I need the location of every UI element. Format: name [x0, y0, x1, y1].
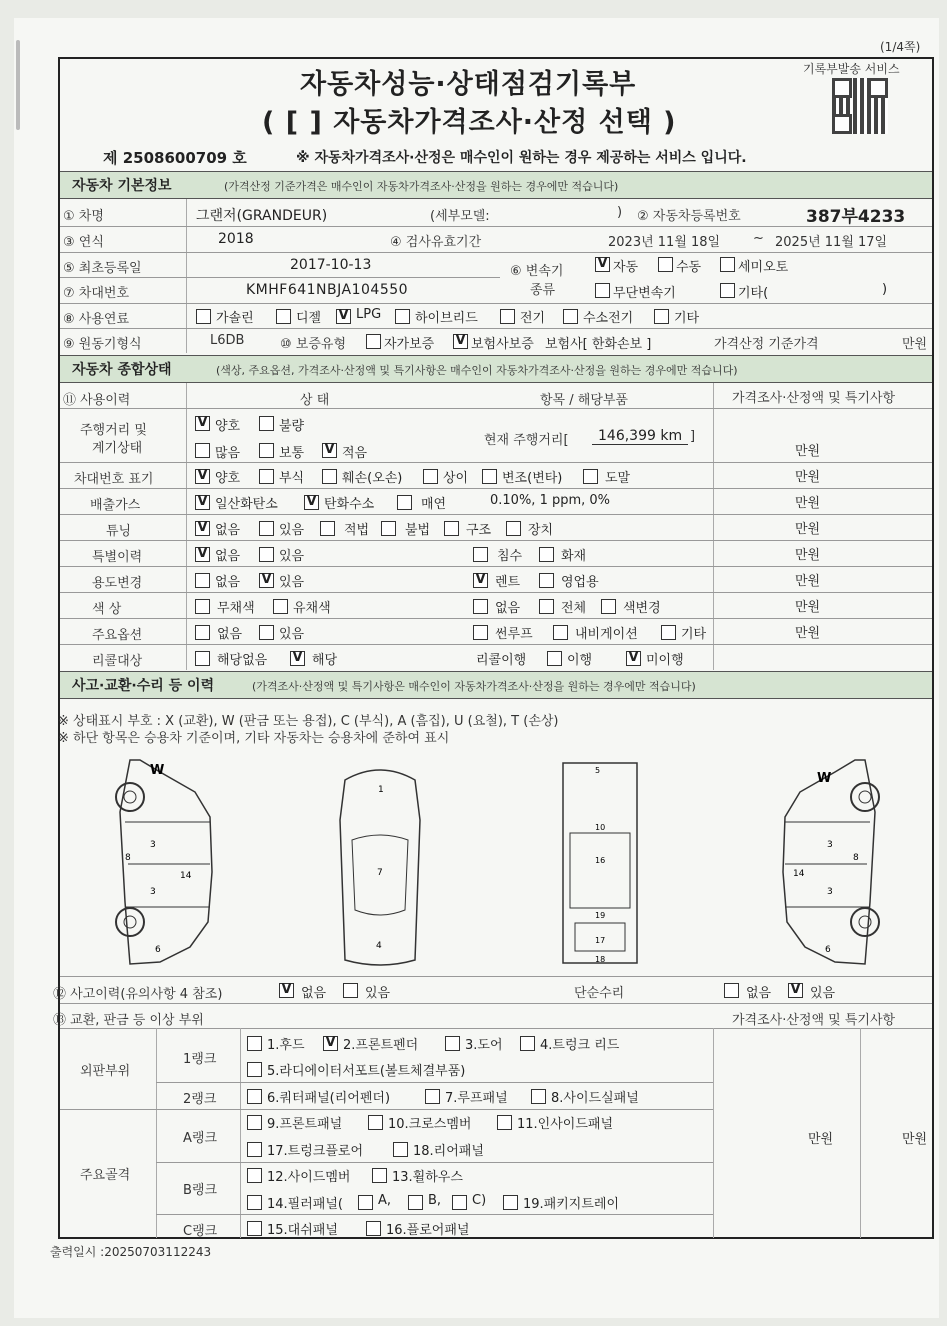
- option-manual: 수동: [676, 260, 702, 275]
- value-vin: KMHF641NBJA104550: [246, 282, 409, 298]
- inspection-sep: ~: [753, 231, 764, 246]
- warranty-insurer-company: 보험사[ 한화손보 ]: [545, 337, 652, 352]
- label-tuning: 튜닝: [106, 524, 132, 539]
- option-recall-applicable: 해당: [312, 653, 338, 668]
- svg-text:1: 1: [378, 785, 384, 795]
- value-inspection-from: 2023년 11월 18일: [608, 235, 721, 250]
- label-simple-repair: 단순수리: [574, 986, 625, 1001]
- checkbox-trunk-lid[interactable]: [520, 1036, 535, 1051]
- fuel-electric: 전기: [520, 311, 546, 326]
- option-hc: 탄화수소: [324, 497, 375, 512]
- checkbox-vin-corrosion[interactable]: [259, 469, 274, 484]
- label-rank-2: 2랭크: [183, 1092, 217, 1107]
- value-year: 2018: [218, 231, 254, 247]
- checkbox-color-none[interactable]: [473, 599, 488, 614]
- header-status: 상 태: [300, 393, 330, 408]
- checkbox-pillar-b[interactable]: [408, 1195, 423, 1210]
- label-price-header: 가격조사·산정액 및 특기사항: [732, 1013, 896, 1028]
- part-front-panel: 9.프론트패널: [267, 1117, 343, 1132]
- qr-code-icon[interactable]: [832, 78, 888, 134]
- fuel-etc: 기타: [674, 311, 700, 326]
- checkbox-rent[interactable]: V: [473, 573, 488, 588]
- label-rank-c: C랭크: [183, 1224, 218, 1239]
- svg-text:8: 8: [125, 853, 131, 863]
- checkbox-special-none[interactable]: V: [195, 547, 210, 562]
- checkbox-inside-panel[interactable]: [497, 1115, 512, 1130]
- part-side-sill: 8.사이드실패널: [551, 1091, 639, 1106]
- option-accident-yes: 있음: [365, 986, 391, 1001]
- label-fuel: ⑧ 사용연료: [63, 312, 130, 327]
- option-trans-etc: 기타(: [738, 286, 769, 301]
- checkbox-cvt[interactable]: [595, 283, 610, 298]
- label-color: 색 상: [92, 602, 122, 617]
- option-accident-none: 없음: [301, 986, 327, 1001]
- value-current-mileage: 146,399 km: [592, 428, 688, 445]
- page-number: (1/4쪽): [880, 40, 921, 54]
- svg-text:17: 17: [595, 936, 606, 945]
- option-tuning-illegal: 불법: [405, 523, 431, 538]
- label-part-header: ⑬ 교환, 판금 등 이상 부위: [53, 1013, 204, 1028]
- form-title: 자동차성능·상태점검기록부: [300, 69, 637, 100]
- car-underbody-diagram: [555, 758, 645, 968]
- checkbox-navigation[interactable]: [553, 625, 568, 640]
- checkbox-tuning-device[interactable]: [506, 521, 521, 536]
- label-engine: ⑨ 원동기형식: [63, 337, 142, 352]
- fuel-diesel: 디젤: [296, 311, 322, 326]
- label-mileage-1: 주행거리 및: [80, 423, 147, 438]
- checkbox-flood[interactable]: [473, 547, 488, 562]
- checkbox-insurer-warranty[interactable]: V: [453, 334, 468, 349]
- checkbox-package-tray[interactable]: [503, 1195, 518, 1210]
- svg-text:3: 3: [827, 887, 833, 897]
- checkbox-gasoline[interactable]: [196, 309, 211, 324]
- option-options-yes: 있음: [279, 627, 305, 642]
- checkbox-recall-applicable[interactable]: V: [290, 651, 305, 666]
- checkbox-radiator-support[interactable]: [247, 1062, 262, 1077]
- option-recall-done: 이행: [567, 653, 593, 668]
- mark-w-left: W: [150, 763, 165, 778]
- checkbox-chromatic[interactable]: [273, 599, 288, 614]
- label-transmission: ⑥ 변속기: [510, 264, 564, 279]
- part-pillar-a: A,: [378, 1193, 392, 1208]
- option-tuning-device: 장치: [528, 523, 554, 538]
- part-inside-panel: 11.인사이드패널: [517, 1117, 614, 1132]
- svg-text:3: 3: [150, 840, 156, 850]
- part-front-fender: 2.프론트펜더: [343, 1038, 419, 1053]
- checkbox-smoke[interactable]: [397, 495, 412, 510]
- label-usage-history: ⑪ 사용이력: [63, 393, 131, 408]
- value-emission: 0.10%, 1 ppm, 0%: [490, 493, 611, 508]
- option-repair-none: 없음: [746, 986, 772, 1001]
- section-basic-note: (가격산정 기준가격은 매수인이 자동차가격조사·산정을 원하는 경우에만 적습니다): [224, 180, 619, 193]
- label-outer-panel: 외판부위: [80, 1064, 131, 1079]
- checkbox-color-full[interactable]: [539, 599, 554, 614]
- option-tuning-legal: 적법: [344, 523, 370, 538]
- svg-text:3: 3: [150, 887, 156, 897]
- option-mileage-normal: 보통: [279, 446, 305, 461]
- option-options-etc: 기타: [681, 627, 707, 642]
- part-side-member: 12.사이드멤버: [267, 1170, 351, 1185]
- checkbox-quarter-panel[interactable]: [247, 1089, 262, 1104]
- section-basic-title: 자동차 기본정보: [72, 178, 172, 194]
- checkbox-manual[interactable]: [658, 257, 673, 272]
- checkbox-tuning-yes[interactable]: [259, 521, 274, 536]
- part-roof-panel: 7.루프패널: [445, 1091, 508, 1106]
- checkbox-options-yes[interactable]: [259, 625, 274, 640]
- option-rent: 렌트: [495, 575, 521, 590]
- checkbox-meter-good[interactable]: V: [195, 416, 210, 431]
- checkbox-vin-good[interactable]: V: [195, 469, 210, 484]
- checkbox-dash-panel[interactable]: [247, 1221, 262, 1236]
- part-package-tray: 19.패키지트레이: [523, 1197, 620, 1212]
- label-warranty: ⑩ 보증유형: [280, 337, 347, 352]
- checkbox-vin-diff[interactable]: [423, 469, 438, 484]
- value-engine: L6DB: [210, 333, 245, 348]
- option-use-yes: 있음: [279, 575, 305, 590]
- label-use-change: 용도변경: [92, 576, 143, 591]
- svg-text:4: 4: [376, 941, 382, 951]
- fuel-gasoline: 가솔린: [216, 311, 254, 326]
- section-accident: [60, 671, 932, 699]
- doc-note: ※ 자동차가격조사·산정은 매수인이 원하는 경우 제공하는 서비스 입니다.: [296, 150, 747, 166]
- option-meter-bad: 불량: [279, 419, 305, 434]
- section-status: [60, 355, 932, 383]
- fuel-hybrid: 하이브리드: [415, 311, 478, 326]
- svg-text:7: 7: [377, 868, 383, 878]
- option-vin-altered: 변조(변타): [502, 471, 563, 486]
- checkbox-co[interactable]: V: [195, 495, 210, 510]
- label-vin: ⑦ 차대번호: [63, 286, 130, 301]
- svg-text:18: 18: [595, 955, 606, 964]
- checkbox-meter-bad[interactable]: [259, 416, 274, 431]
- price-emission: 만원: [795, 496, 821, 511]
- base-price-unit: 만원: [902, 337, 928, 352]
- checkbox-color-change[interactable]: [601, 599, 616, 614]
- binder-hole: [16, 40, 20, 130]
- checkbox-recall-done[interactable]: [547, 651, 562, 666]
- part-cross-member: 10.크로스멤버: [388, 1117, 472, 1132]
- option-color-change: 색변경: [623, 601, 661, 616]
- fuel-hydrogen: 수소전기: [583, 311, 634, 326]
- label-main-frame: 주요골격: [80, 1168, 131, 1183]
- checkbox-roof-panel[interactable]: [425, 1089, 440, 1104]
- checkbox-semi-auto[interactable]: [720, 257, 735, 272]
- warranty-insurer: 보험사보증: [471, 337, 534, 352]
- part-hood: 1.후드: [267, 1038, 305, 1053]
- checkbox-hybrid[interactable]: [395, 309, 410, 324]
- option-auto: 자동: [613, 260, 639, 275]
- checkbox-lpg[interactable]: V: [336, 309, 351, 324]
- svg-text:14: 14: [180, 871, 192, 881]
- checkbox-fuel-etc[interactable]: [654, 309, 669, 324]
- checkbox-pillar-panel[interactable]: [247, 1195, 262, 1210]
- svg-text:14: 14: [793, 869, 805, 879]
- label-current-mileage: 현재 주행거리[: [484, 433, 569, 448]
- option-chromatic: 유채색: [293, 601, 331, 616]
- checkbox-hc[interactable]: V: [304, 495, 319, 510]
- legend-symbols: ※ 상태표시 부호 : X (교환), W (판금 또는 용접), C (부식), A (흠집), U (요철), T (손상): [58, 714, 559, 729]
- checkbox-pillar-a[interactable]: [358, 1195, 373, 1210]
- option-smoke: 매연: [421, 497, 447, 512]
- checkbox-pillar-c[interactable]: [452, 1195, 467, 1210]
- checkbox-recall-not-done[interactable]: V: [626, 651, 641, 666]
- section-status-title: 자동차 종합상태: [72, 362, 172, 378]
- part-trunk-lid: 4.트렁크 리드: [540, 1038, 620, 1053]
- option-mileage-many: 많음: [215, 446, 241, 461]
- checkbox-mileage-many[interactable]: [195, 443, 210, 458]
- part-quarter-panel: 6.쿼터패널(리어펜더): [267, 1091, 391, 1106]
- doc-number: 제 2508600709 호: [103, 149, 247, 167]
- checkbox-tuning-structure[interactable]: [444, 521, 459, 536]
- legend-note: ※ 하단 항목은 승용차 기준이며, 기타 자동차는 승용차에 준하여 표시: [58, 731, 450, 746]
- checkbox-mileage-few[interactable]: V: [322, 443, 337, 458]
- label-special-history: 특별이력: [92, 550, 143, 565]
- svg-text:6: 6: [825, 945, 831, 955]
- option-special-yes: 있음: [279, 549, 305, 564]
- option-mileage-few: 적음: [342, 446, 368, 461]
- checkbox-options-etc[interactable]: [661, 625, 676, 640]
- checkbox-special-yes[interactable]: [259, 547, 274, 562]
- checkbox-use-none[interactable]: [195, 573, 210, 588]
- price-tuning: 만원: [795, 522, 821, 537]
- section-basic-info: [60, 171, 932, 199]
- label-transmission-type: 종류: [530, 283, 556, 298]
- checkbox-front-fender[interactable]: V: [323, 1036, 338, 1051]
- checkbox-door[interactable]: [445, 1036, 460, 1051]
- label-recall: 리콜대상: [92, 654, 143, 669]
- checkbox-side-member[interactable]: [247, 1168, 262, 1183]
- part-trunk-floor: 17.트렁크플로어: [267, 1144, 364, 1159]
- part-dash-panel: 15.대쉬패널: [267, 1223, 338, 1238]
- header-price-notes: 가격조사·산정액 및 특기사항: [732, 391, 896, 406]
- checkbox-repair-yes[interactable]: V: [788, 983, 803, 998]
- warranty-self: 자가보증: [384, 337, 435, 352]
- option-recall-not-done: 미이행: [646, 653, 684, 668]
- checkbox-tuning-none[interactable]: V: [195, 521, 210, 536]
- option-tuning-structure: 구조: [466, 523, 492, 538]
- option-special-none: 없음: [215, 549, 241, 564]
- option-color-full: 전체: [561, 601, 587, 616]
- price-color: 만원: [795, 600, 821, 615]
- svg-text:8: 8: [853, 853, 859, 863]
- label-inspection: ④ 검사유효기간: [390, 235, 482, 250]
- checkbox-repair-none[interactable]: [724, 983, 739, 998]
- form-subtitle: ( [ ] 자동차가격조사·산정 선택 ): [262, 107, 677, 138]
- label-mileage-2: 계기상태: [92, 441, 143, 456]
- option-semi-auto: 세미오토: [738, 260, 789, 275]
- option-use-none: 없음: [215, 575, 241, 590]
- option-co: 일산화탄소: [215, 497, 278, 512]
- svg-text:10: 10: [595, 823, 606, 832]
- checkbox-tuning-legal[interactable]: [320, 521, 335, 536]
- checkbox-diesel[interactable]: [276, 309, 291, 324]
- car-top-front-diagram: [330, 760, 430, 970]
- svg-text:3: 3: [827, 840, 833, 850]
- section-status-note: (색상, 주요옵션, 가격조사·산정액 및 특기사항은 매수인이 자동차가격조사·산정을 원하는 경우에만 적습니다): [216, 364, 738, 377]
- checkbox-vin-smeared[interactable]: [583, 469, 598, 484]
- option-vin-diff: 상이: [443, 471, 469, 486]
- option-sunroof: 썬루프: [495, 627, 533, 642]
- label-car-name: ① 차명: [63, 209, 104, 224]
- part-door: 3.도어: [465, 1038, 503, 1053]
- checkbox-cross-member[interactable]: [368, 1115, 383, 1130]
- checkbox-commercial[interactable]: [539, 573, 554, 588]
- part-rear-panel: 18.리어패널: [413, 1144, 484, 1159]
- option-repair-yes: 있음: [810, 986, 836, 1001]
- checkbox-auto[interactable]: V: [595, 257, 610, 272]
- fuel-lpg: LPG: [356, 307, 382, 322]
- checkbox-vin-damage[interactable]: [322, 469, 337, 484]
- label-first-reg: ⑤ 최초등록일: [63, 261, 142, 276]
- section-accident-note: (가격조사·산정액 및 특기사항은 매수인이 자동차가격조사·산정을 원하는 경우에만 적습니다): [252, 680, 696, 693]
- label-base-price: 가격산정 기준가격: [714, 337, 819, 352]
- label-year: ③ 연식: [63, 235, 104, 250]
- option-vin-corrosion: 부식: [279, 471, 305, 486]
- price-use-change: 만원: [795, 574, 821, 589]
- part-pillar-b: B,: [428, 1193, 442, 1208]
- checkbox-options-none[interactable]: [195, 625, 210, 640]
- option-vin-good: 양호: [215, 471, 241, 486]
- option-cvt: 무단변속기: [613, 286, 676, 301]
- option-commercial: 영업용: [561, 575, 599, 590]
- part-floor-panel: 16.플로어패널: [386, 1223, 470, 1238]
- part-pillar-c: C): [472, 1193, 487, 1208]
- label-main-options: 주요옵션: [92, 628, 143, 643]
- option-tuning-none: 없음: [215, 523, 241, 538]
- checkbox-tuning-illegal[interactable]: [381, 521, 396, 536]
- option-achromatic: 무채색: [217, 601, 255, 616]
- label-recall-done: 리콜이행: [476, 653, 527, 668]
- part-pillar-panel: 14.필러패널(: [267, 1197, 343, 1212]
- checkbox-fire[interactable]: [539, 547, 554, 562]
- option-options-none: 없음: [217, 627, 243, 642]
- checkbox-mileage-normal[interactable]: [259, 443, 274, 458]
- option-recall-na: 해당없음: [217, 653, 268, 668]
- section-accident-title: 사고·교환·수리 등 이력: [72, 678, 215, 694]
- checkbox-accident-yes[interactable]: [343, 983, 358, 998]
- svg-text:6: 6: [155, 945, 161, 955]
- part-radiator-support: 5.라디에이터서포트(볼트체결부품): [267, 1064, 466, 1079]
- option-fire: 화재: [561, 549, 587, 564]
- mark-w-right: W: [817, 771, 832, 786]
- trans-etc-close: ): [882, 282, 888, 297]
- checkbox-vin-altered[interactable]: [482, 469, 497, 484]
- checkbox-use-yes[interactable]: V: [259, 573, 274, 588]
- option-tuning-yes: 있음: [279, 523, 305, 538]
- checkbox-self-warranty[interactable]: [366, 334, 381, 349]
- service-label: 기록부발송 서비스: [803, 62, 900, 76]
- part-wheel-house: 13.휠하우스: [392, 1170, 463, 1185]
- price-frame-2: 만원: [902, 1132, 928, 1147]
- option-color-none: 없음: [495, 601, 521, 616]
- label-rank-a: A랭크: [183, 1131, 218, 1146]
- checkbox-trans-etc[interactable]: [720, 283, 735, 298]
- car-right-side-diagram: [765, 752, 895, 967]
- svg-text:16: 16: [595, 856, 606, 865]
- value-inspection-to: 2025년 11월 17일: [775, 235, 888, 250]
- price-mileage: 만원: [795, 444, 821, 459]
- checkbox-rear-panel[interactable]: [393, 1142, 408, 1157]
- checkbox-front-panel[interactable]: [247, 1115, 262, 1130]
- option-navigation: 내비게이션: [575, 627, 638, 642]
- checkbox-accident-none[interactable]: V: [279, 983, 294, 998]
- option-vin-smeared: 도말: [605, 471, 631, 486]
- label-submodel: (세부모델:: [430, 209, 490, 224]
- car-left-side-diagram: [100, 752, 230, 967]
- price-special: 만원: [795, 548, 821, 563]
- price-options: 만원: [795, 626, 821, 641]
- submodel-close: ): [617, 205, 623, 220]
- label-emission: 배출가스: [90, 498, 141, 513]
- price-vin: 만원: [795, 470, 821, 485]
- checkbox-achromatic[interactable]: [195, 599, 210, 614]
- printed-datetime: 출력일시 :20250703112243: [50, 1245, 212, 1259]
- checkbox-recall-na[interactable]: [195, 651, 210, 666]
- option-meter-good: 양호: [215, 419, 241, 434]
- checkbox-side-sill[interactable]: [531, 1089, 546, 1104]
- checkbox-hood[interactable]: [247, 1036, 262, 1051]
- svg-text:5: 5: [595, 766, 601, 775]
- price-frame-1: 만원: [808, 1132, 834, 1147]
- value-car-name: 그랜저(GRANDEUR): [196, 208, 328, 224]
- option-vin-damage: 훼손(오손): [342, 471, 403, 486]
- checkbox-electric[interactable]: [500, 309, 515, 324]
- value-first-reg: 2017-10-13: [290, 257, 372, 273]
- checkbox-wheel-house[interactable]: [372, 1168, 387, 1183]
- label-rank-1: 1랭크: [183, 1052, 217, 1067]
- option-flood: 침수: [497, 549, 523, 564]
- checkbox-hydrogen[interactable]: [563, 309, 578, 324]
- mileage-close: ]: [690, 429, 696, 444]
- svg-text:19: 19: [595, 911, 606, 920]
- checkbox-floor-panel[interactable]: [366, 1221, 381, 1236]
- checkbox-sunroof[interactable]: [473, 625, 488, 640]
- label-reg-number: ② 자동차등록번호: [637, 209, 741, 224]
- checkbox-trunk-floor[interactable]: [247, 1142, 262, 1157]
- label-accident-history: ⑫ 사고이력(유의사항 4 참조): [53, 987, 223, 1002]
- label-vin-mark: 차대번호 표기: [74, 472, 154, 487]
- label-rank-b: B랭크: [183, 1183, 218, 1198]
- value-reg-number: 387부4233: [806, 207, 906, 227]
- header-items: 항목 / 해당부품: [540, 393, 628, 408]
